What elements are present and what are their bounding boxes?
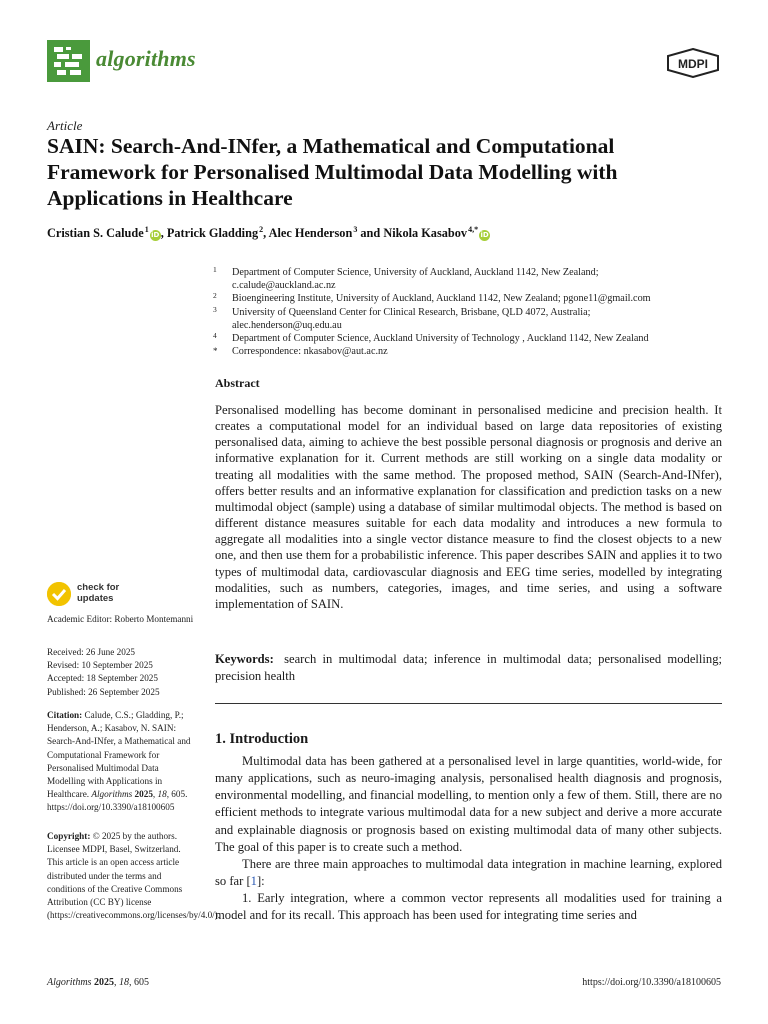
- paragraph: Multimodal data has been gathered at a personalised level in large quantities, world-wide, for many applications, such as neuro-imaging analysis, personalised health diagnosis and prognosis, environmental modelling, and financial modelling, to mention only a few of them. Still, there are no efficient methods to integrate various multimodal data for a new subject and derive a more accurate and explainable diagnosis or prognosis based on existing multimodal data of many other subjects. The goal of this paper is to create such a method.: [215, 754, 722, 854]
- section-divider: [215, 703, 722, 704]
- title-line: SAIN: Search-And-INfer, a Mathematical and Computational: [47, 134, 615, 158]
- correspondence: * Correspondence: nkasabov@aut.ac.nz: [213, 346, 388, 358]
- copyright-block: Copyright: © 2025 by the authors. Licensee MDPI, Basel, Switzerland. This article is an open access article distributed under the terms and conditions of the Creative Commons Attribution (CC BY) license (https://creativecommons.org/licenses/by/4.0/).: [47, 831, 221, 921]
- journal-logo-icon: [47, 40, 90, 82]
- keywords-label: Keywords:: [215, 652, 274, 666]
- affiliation-item: 2 Bioengineering Institute, University of Auckland, Auckland 1142, New Zealand; pgone11@gmail.com: [213, 291, 651, 305]
- date-published: Published: 26 September 2025: [47, 686, 160, 697]
- affiliation-item: 4 Department of Computer Science, Auckland University of Technology , Auckland 1142, New Zealand: [213, 331, 649, 345]
- author-affil-ref: 2: [259, 225, 264, 234]
- article-dates: [47, 646, 197, 699]
- doi-link[interactable]: , 605. https://doi.org/10.3390/a18100605: [47, 789, 188, 813]
- date-revised: Revised: 10 September 2025: [47, 660, 153, 671]
- journal-name[interactable]: algorithms: [96, 46, 196, 71]
- paper-title: [47, 133, 737, 211]
- author-affil-ref: 3: [353, 225, 358, 234]
- author-name[interactable]: Patrick Gladding: [166, 226, 259, 241]
- abstract-heading: Abstract: [215, 376, 260, 390]
- affiliations: [213, 266, 733, 358]
- email-link[interactable]: alec.henderson@uq.edu.au: [232, 319, 342, 331]
- author-affil-ref: 1: [144, 225, 149, 234]
- check-for-updates-button[interactable]: check for updates: [47, 582, 177, 608]
- orcid-icon[interactable]: iD: [480, 231, 489, 240]
- keywords: [215, 651, 722, 684]
- author-list: Cristian S. Calude $^1$iD, Patrick Gladding $^2$, Alec Henderson $^3$ and Nikola Kasabov $^{4,*}$iD: [47, 225, 489, 241]
- email-link[interactable]: c.calude@auckland.ac.nz: [232, 280, 336, 292]
- orcid-icon[interactable]: iD: [151, 231, 160, 240]
- author-name[interactable]: Alec Henderson: [268, 226, 353, 241]
- author-name[interactable]: Cristian S. Calude: [47, 226, 144, 241]
- keywords-text: search in multimodal data; inference in multimodal data; personalised modelling; precision health: [215, 652, 723, 683]
- affiliation-item: 1 Department of Computer Science, University of Auckland, Auckland 1142, New Zealand; c.calude@auckland.ac.nz: [213, 266, 733, 292]
- date-received: Received: 26 June 2025: [47, 647, 136, 657]
- author-name[interactable]: Nikola Kasabov: [383, 226, 468, 241]
- paragraph: 1. Early integration, where a common vector represents all modalities used for training a model and for its recall. This approach has been used for integrating time series and: [215, 891, 722, 923]
- affiliation-item: 3 University of Queensland Center for Clinical Research, Brisbane, QLD 4072, Australia; alec.henderson@uq.edu.au: [213, 306, 733, 332]
- article-type: Article: [47, 118, 83, 133]
- author-affil-ref: 4,*: [468, 225, 479, 234]
- introduction-body: [215, 753, 722, 925]
- title-line: Framework for Personalised Multimodal Data Modelling with: [47, 160, 618, 184]
- mdpi-logo-icon[interactable]: [666, 48, 720, 78]
- title-line: Applications in Healthcare: [47, 186, 293, 210]
- paragraph: There are three main approaches to multimodal data integration in machine learning, explored so far [1]:: [215, 856, 722, 889]
- footer-citation: Algorithms 2025, 18, 605: [47, 977, 149, 988]
- abstract-text: Personalised modelling has become dominant in personalised medicine and precision health. It creates a computational model for an individual based on large data repositories of existing personalised data, aiming to achieve the best possible personal diagnosis or prognosis and derive an informative explanation for it. Current methods are still working on a single data modality or treating all modalities with the same method. The proposed method, SAIN (Search-And-INfer), offers better results and an informative explanation for classification and prediction tasks on a new multimodal object (sample) using a database of similar multimodal objects. The method is based on different distance measures suitable for each data modality and introduces a new formula to aggregate all modalities into a single vector distance measure to find the closest objects to a new one, and then use them for a probabilistic inference. This paper describes SAIN and applies it to two types of multimodal data, cardiovascular diagnosis and EEG time series, modelled by integrating modalities, such as numbers, categories, images, and time series, and using a software implementation of SAIN.: [215, 403, 722, 611]
- date-accepted: Accepted: 18 September 2025: [47, 673, 158, 684]
- footer-doi-link[interactable]: https://doi.org/10.3390/a18100605: [582, 977, 721, 988]
- publisher-name: MDPI: [678, 57, 708, 71]
- section-heading-introduction: 1. Introduction: [215, 731, 309, 747]
- citation-block: Citation: Calude, C.S.; Gladding, P.; Henderson, A.; Kasabov, N. SAIN: Search-And-INfer, a Mathematical and Computational Framework for Personalised Multimodal Data Modelling with Applications in Healthcare. Algorithms 2025, 18, 605. https://doi.org/10.3390/a18100605: [47, 710, 191, 813]
- check-for-updates-icon: [47, 582, 71, 606]
- academic-editor: Academic Editor: Roberto Montemanni: [47, 614, 194, 624]
- citation-link[interactable]: 1: [250, 874, 257, 889]
